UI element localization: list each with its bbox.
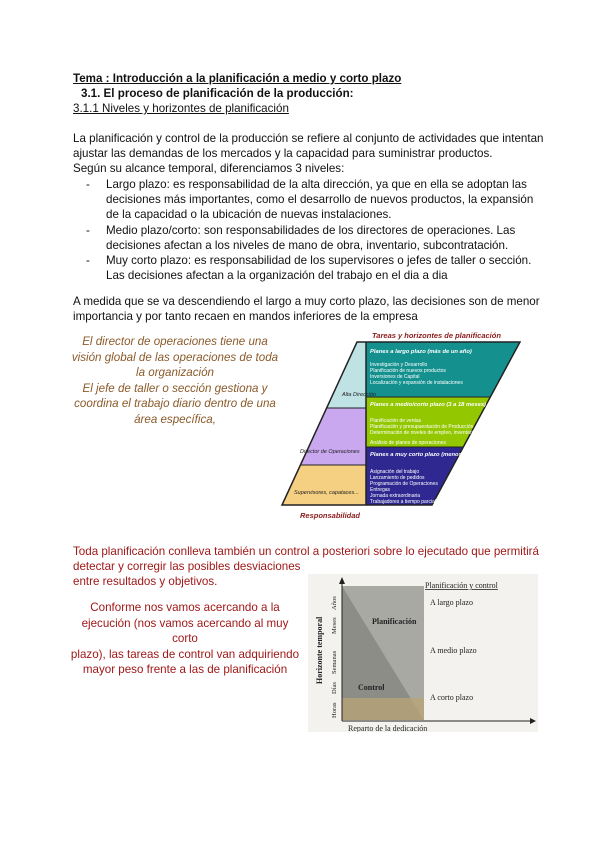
plan-heading: Planes a medio/corto plazo (3 a 18 meses) — [370, 402, 486, 408]
y-tick: Meses — [331, 617, 338, 634]
svg-text:Lanzamiento de pedidos: Lanzamiento de pedidos — [370, 475, 425, 481]
svg-text:Investigación y Desarrollo: Investigación y Desarrollo — [370, 362, 428, 368]
y-tick: Días — [331, 682, 338, 694]
y-tick: Horas — [331, 702, 338, 718]
figure-label: A largo plazo — [430, 598, 473, 607]
svg-text:Inversiones de Capital: Inversiones de Capital — [370, 374, 420, 380]
region-label: Control — [358, 683, 385, 692]
y-axis-label: Horizonte temporal — [315, 616, 324, 684]
region-label: Planificación — [372, 617, 417, 626]
diagram-title: Tareas y horizontes de planificación — [372, 331, 501, 340]
svg-text:Planificación de nuevos produc: Planificación de nuevos productos — [370, 368, 446, 374]
figure-title: Planificación y control — [425, 581, 498, 590]
svg-text:Planificación de ventas: Planificación de ventas — [370, 418, 422, 424]
y-tick: Semanas — [331, 650, 338, 674]
document-title: Tema : Introducción a la planificación a medio y corto plazo — [73, 72, 402, 85]
list-item-short-term: - Muy corto plazo: es responsabilidad de los supervisores o jefes de taller o sección. Las decisiones afectan a la organización del trabajo en el dia a dia — [106, 253, 533, 283]
planning-control-figure — [308, 574, 538, 732]
text-line: ajustar las demandas de los mercados y la capacidad para suministrar productos. — [73, 147, 493, 161]
subsection-heading: 3.1.1 Niveles y horizontes de planificación — [73, 102, 289, 115]
role-label: Director de Operaciones — [300, 449, 360, 455]
role-label: Alta Dirección — [342, 392, 376, 398]
figure-label: A medio plazo — [430, 646, 477, 655]
y-tick: Años — [331, 596, 338, 610]
note-control: Conforme nos vamos acercando a la ejecución (nos vamos acercando al muy corto plazo), las tareas de control van adquiriendo mayor peso frente a las de planificación — [70, 601, 300, 676]
svg-text:Entregas: Entregas — [370, 487, 391, 493]
svg-text:Determinación de niveles de em: Determinación de niveles de empleo, inventario y subcontratación — [370, 430, 516, 436]
intro-paragraph — [73, 131, 544, 177]
role-block-bottom — [280, 465, 366, 505]
diagram-footer: Responsabilidad — [300, 511, 361, 520]
role-label: Supervisores, capataces... — [294, 490, 359, 496]
text-line: Según su alcance temporal, diferenciamos 3 niveles: — [73, 162, 345, 176]
paragraph-2: A medida que se va descendiendo el largo a muy corto plazo, las decisiones son de menor importancia y por tanto recaen en mandos inferiores de la empresa — [73, 295, 540, 324]
svg-text:Asignación del trabajo: Asignación del trabajo — [370, 469, 420, 475]
figure-label: A corto plazo — [430, 693, 474, 702]
section-heading: 3.1. El proceso de planificación de la producción: — [81, 87, 354, 100]
list-item-medium-term: - Medio plazo/corto: son responsabilidades de los directores de operaciones. Las decisiones afectan a los niveles de mano de obra, inventario, subcontratación. — [106, 223, 533, 253]
note-directors: El director de operaciones tiene una visión global de las operaciones de toda la organización El jefe de taller o sección gestiona y coordina el trabajo diario dentro de una área específica, — [71, 335, 279, 426]
x-axis-label: Reparto de la dedicación — [348, 724, 428, 732]
text-line: La planificación y control de la producción se refiere al conjunto de actividades que intentan — [73, 132, 544, 145]
svg-text:Análisis de planes de operacio: Análisis de planes de operaciones — [370, 440, 446, 446]
paragraph-3: Toda planificación conlleva también un control a posteriori sobre lo ejecutado que permitirá detectar y corregir las posibles desviaciones entre resultados y objetivos. — [73, 545, 539, 589]
svg-text:Jornada extraordinaria: Jornada extraordinaria — [370, 493, 421, 499]
list-item-long-term: - Largo plazo: es responsabilidad de la alta dirección, ya que en ella se adoptan las decisiones más importantes, como el desarrollo de nuevos productos, la expansión de la capacidad o la ubicación de nuevas instalaciones. — [106, 177, 533, 223]
svg-text:Programación de Operaciones: Programación de Operaciones — [370, 481, 438, 487]
levels-list — [106, 177, 533, 283]
svg-text:Trabajadores a tiempo parcial: Trabajadores a tiempo parcial — [370, 499, 436, 505]
plan-heading: Planes a largo plazo (más de un año) — [370, 349, 472, 355]
svg-text:Localización y expansión de in: Localización y expansión de instalaciones — [370, 380, 463, 386]
plan-heading: Planes a muy corto plazo (menos de 3 meses) — [370, 452, 497, 458]
planning-horizons-diagram — [280, 328, 525, 523]
svg-text:Planificación y presupuestació: Planificación y presupuestación de Producción — [370, 424, 474, 430]
